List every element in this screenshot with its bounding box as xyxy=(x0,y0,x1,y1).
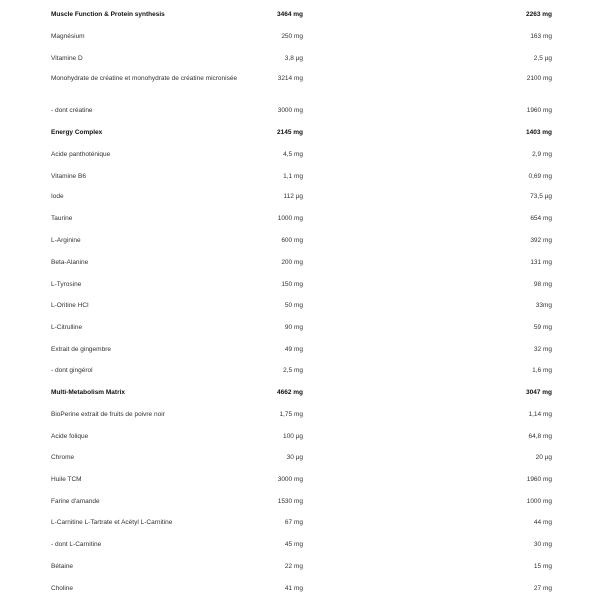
amount-per-100: 30 mg xyxy=(533,541,552,548)
amount-per-100: 98 mg xyxy=(533,281,552,288)
amount-per-serving: 1000 mg xyxy=(277,215,303,222)
amount-per-serving: 1,1 mg xyxy=(283,173,303,180)
ingredient-name: L-Oritine HCl xyxy=(51,302,89,309)
amount-per-100: 64,8 mg xyxy=(528,433,552,440)
amount-per-100: 2263 mg xyxy=(525,11,552,18)
amount-per-serving: 112 µg xyxy=(283,193,303,200)
amount-per-100: 392 mg xyxy=(530,237,552,244)
amount-per-100: 1960 mg xyxy=(526,107,552,114)
amount-per-serving: 50 mg xyxy=(284,302,303,309)
amount-per-serving: 45 mg xyxy=(284,541,303,548)
amount-per-serving: 100 µg xyxy=(282,433,303,440)
ingredient-name: - dont créatine xyxy=(51,107,93,114)
amount-per-100: 1403 mg xyxy=(525,129,552,136)
ingredient-name: Huile TCM xyxy=(51,476,82,483)
ingredient-name: - dont gingérol xyxy=(51,367,93,374)
amount-per-100: 20 µg xyxy=(535,454,552,461)
ingredient-name: Energy Complex xyxy=(51,129,103,136)
amount-per-serving: 200 mg xyxy=(281,259,303,266)
amount-per-100: 131 mg xyxy=(530,259,552,266)
amount-per-100: 1000 mg xyxy=(526,498,552,505)
amount-per-serving: 2145 mg xyxy=(276,129,303,136)
amount-per-100: 163 mg xyxy=(530,33,552,40)
amount-per-serving: 41 mg xyxy=(284,585,303,592)
ingredient-name: Taurine xyxy=(51,215,73,222)
amount-per-serving: 90 mg xyxy=(284,324,303,331)
amount-per-100: 1960 mg xyxy=(526,476,552,483)
amount-per-100: 3047 mg xyxy=(525,389,552,396)
amount-per-serving: 22 mg xyxy=(284,563,303,570)
amount-per-serving: 1,75 mg xyxy=(279,411,303,418)
amount-per-100: 27 mg xyxy=(533,585,552,592)
ingredient-name: - dont L-Carnitine xyxy=(51,541,102,548)
ingredient-name: L-Carnitine L-Tartrate et Acétyl L-Carnitine xyxy=(51,519,173,526)
ingredient-name: Chrome xyxy=(51,454,75,461)
ingredient-name: Vitamine B6 xyxy=(51,173,86,180)
amount-per-100: 2100 mg xyxy=(526,75,552,82)
amount-per-100: 33mg xyxy=(535,302,552,309)
ingredient-name: Acide folique xyxy=(51,433,89,440)
ingredient-name: Vitamine D xyxy=(51,55,83,62)
amount-per-serving: 1530 mg xyxy=(277,498,303,505)
amount-per-serving: 3214 mg xyxy=(277,75,303,82)
ingredient-name: Monohydrate de créatine et monohydrate de créatine micronisée xyxy=(51,75,238,82)
amount-per-100: 1,14 mg xyxy=(528,411,552,418)
ingredient-name: Acide panthoténique xyxy=(51,151,111,158)
amount-per-100: 15 mg xyxy=(533,563,552,570)
amount-per-serving: 600 mg xyxy=(281,237,303,244)
amount-per-serving: 250 mg xyxy=(281,33,303,40)
ingredient-name: Farine d'amande xyxy=(51,498,100,505)
ingredient-name: L-Tyrosine xyxy=(51,281,82,288)
ingredient-name: Choline xyxy=(51,585,74,592)
ingredient-name: Bétaine xyxy=(51,563,74,570)
amount-per-serving: 4,5 mg xyxy=(283,151,303,158)
amount-per-serving: 30 µg xyxy=(286,454,303,461)
amount-per-serving: 3,8 µg xyxy=(284,55,303,62)
ingredient-name: Magnésium xyxy=(51,33,85,40)
ingredient-name: Beta-Alanine xyxy=(51,259,89,266)
amount-per-serving: 3464 mg xyxy=(276,11,303,18)
amount-per-serving: 49 mg xyxy=(284,346,303,353)
amount-per-serving: 2,5 mg xyxy=(283,367,303,374)
amount-per-100: 59 mg xyxy=(533,324,552,331)
amount-per-100: 654 mg xyxy=(530,215,552,222)
ingredient-name: Muscle Function & Protein synthesis xyxy=(51,11,165,18)
amount-per-100: 0,69 mg xyxy=(528,173,552,180)
ingredient-name: Extrait de gingembre xyxy=(51,346,111,353)
amount-per-100: 32 mg xyxy=(533,346,552,353)
ingredient-name: Iode xyxy=(51,193,64,200)
amount-per-serving: 4662 mg xyxy=(276,389,303,396)
amount-per-100: 44 mg xyxy=(533,519,552,526)
amount-per-100: 2,5 µg xyxy=(533,55,552,62)
amount-per-serving: 3000 mg xyxy=(277,476,303,483)
ingredient-name: L-Arginine xyxy=(51,237,81,244)
amount-per-serving: 3000 mg xyxy=(277,107,303,114)
amount-per-serving: 67 mg xyxy=(284,519,303,526)
ingredient-name: BioPerine extrait de fruits de poivre noir xyxy=(51,411,165,418)
ingredient-name: L-Citrulline xyxy=(51,324,83,331)
amount-per-100: 2,9 mg xyxy=(532,151,552,158)
ingredient-name: Multi-Metabolism Matrix xyxy=(51,389,126,396)
amount-per-100: 73,5 µg xyxy=(530,193,552,200)
amount-per-serving: 150 mg xyxy=(281,281,303,288)
amount-per-100: 1,6 mg xyxy=(532,367,552,374)
